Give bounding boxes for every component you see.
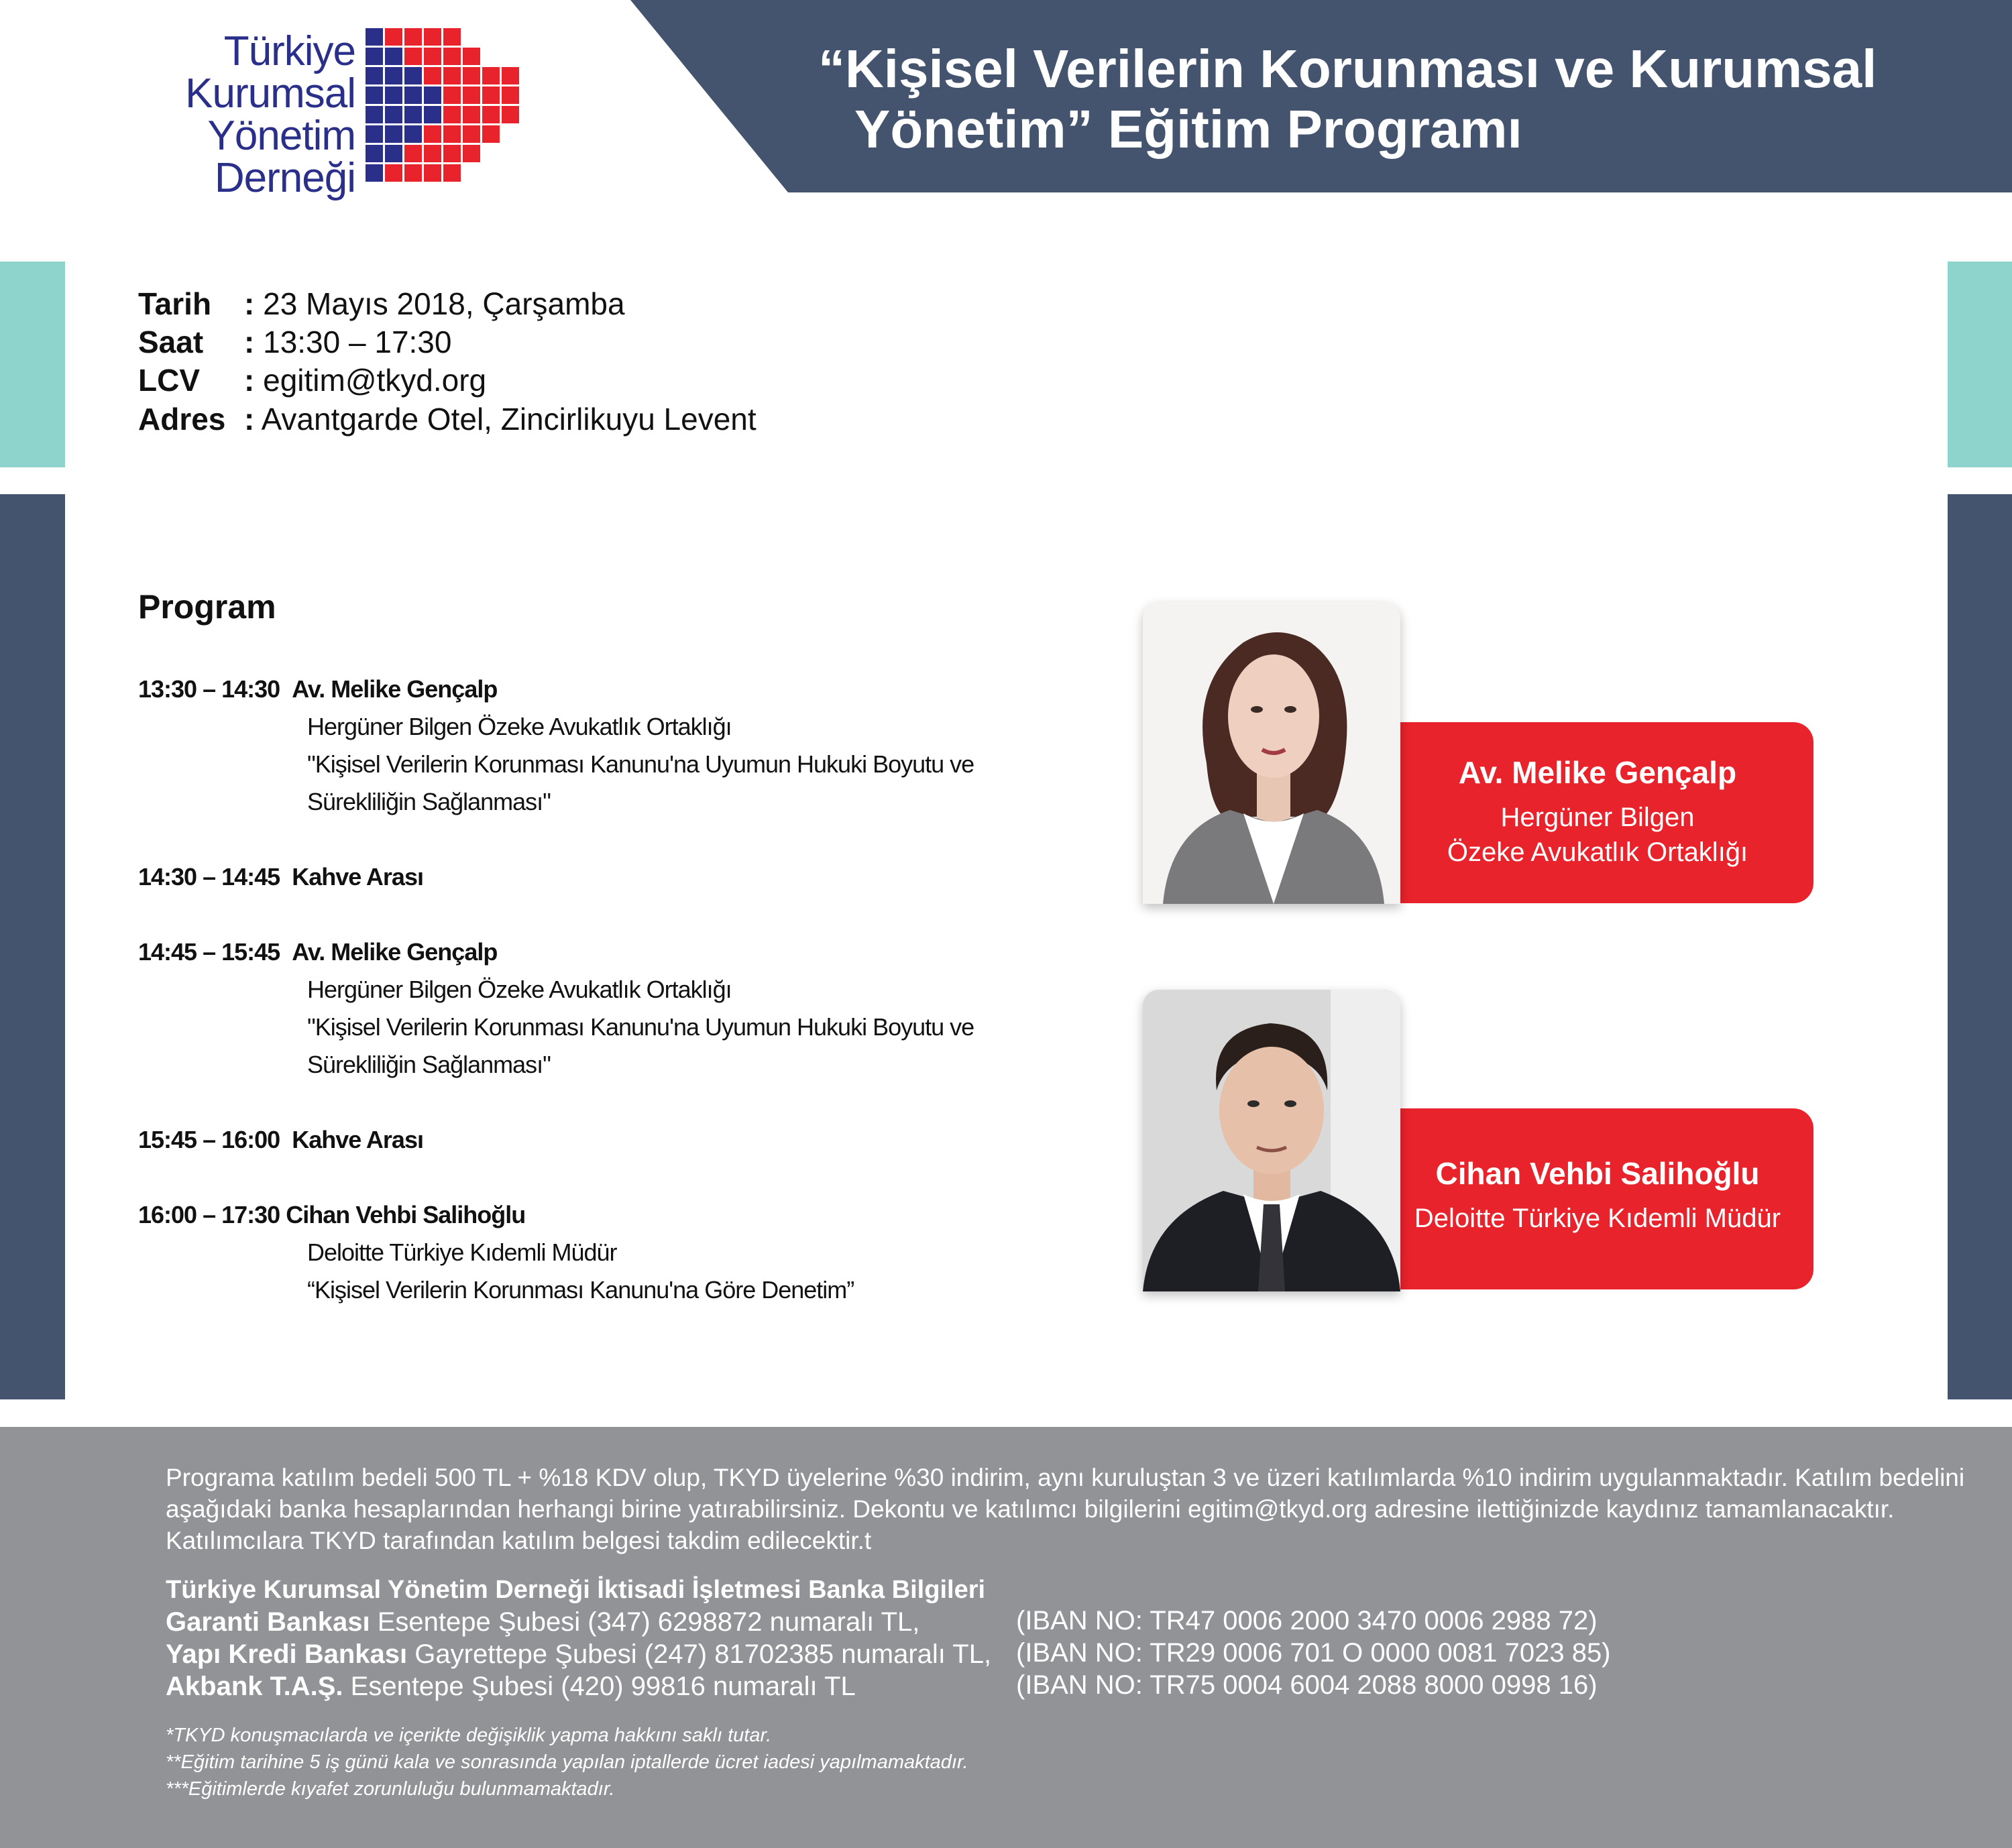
schedule-time: 14:45 – 15:45	[138, 938, 280, 966]
logo-grid-cell	[424, 145, 441, 162]
schedule-time: 15:45 – 16:00	[138, 1126, 280, 1153]
logo-grid-cell	[366, 86, 383, 104]
logo-grid-cell	[366, 28, 383, 46]
time-value: 13:30 – 17:30	[263, 325, 452, 359]
bank-detail: Esentepe Şubesi (347) 6298872 numaralı TL,	[377, 1607, 920, 1637]
side-accent-right	[1948, 262, 2012, 467]
schedule-org: Hergüner Bilgen Özeke Avukatlık Ortaklığı	[307, 713, 732, 740]
logo-grid-cell	[404, 67, 422, 84]
bank-iban: (IBAN NO: TR29 0006 701 O 0000 0081 7023 85)	[1016, 1638, 1611, 1668]
schedule-break: Kahve Arası	[292, 863, 423, 890]
logo-grid-cell	[463, 86, 480, 104]
logo-grid-cell	[385, 67, 402, 84]
bank-iban: (IBAN NO: TR47 0006 2000 3470 0006 2988 72)	[1016, 1606, 1598, 1635]
colon: :	[244, 286, 255, 321]
bank-row	[166, 1670, 856, 1702]
schedule-topic: Sürekliliğin Sağlanması"	[307, 788, 551, 815]
logo-line-1: Türkiye	[223, 28, 355, 74]
logo-grid-cell	[404, 145, 422, 162]
logo-grid-cell	[385, 48, 402, 65]
logo-grid-cell	[502, 86, 519, 104]
schedule-time: 13:30 – 14:30	[138, 675, 280, 703]
title-line-2: Yönetim” Eğitim Programı	[854, 99, 1522, 159]
bank-detail: Esentepe Şubesi (420) 99816 numaralı TL	[350, 1672, 856, 1701]
logo-grid-cell	[443, 48, 461, 65]
title-line-1: “Kişisel Verilerin Korunması ve Kurumsal	[818, 39, 1877, 99]
bank-name: Yapı Kredi Bankası	[166, 1639, 408, 1669]
logo-line-2: Kurumsal	[185, 70, 355, 117]
speaker-portrait-man	[1143, 990, 1400, 1291]
logo-grid-cell	[385, 28, 402, 46]
date-value: 23 Mayıs 2018, Çarşamba	[263, 286, 625, 321]
logo-grid-cell	[443, 125, 461, 143]
logo-grid-cell	[463, 48, 480, 65]
logo-grid-cell	[424, 28, 441, 46]
schedule-item	[138, 1121, 423, 1159]
program-title: Program	[138, 588, 276, 626]
rsvp-label: LCV	[138, 363, 200, 398]
speaker-photo-1	[1143, 602, 1400, 904]
schedule-item	[138, 858, 423, 896]
logo-grid-cell	[443, 86, 461, 104]
disclaimer: ***Eğitimlerde kıyafet zorunluluğu bulunmamaktadır.	[166, 1778, 615, 1800]
disclaimer: *TKYD konuşmacılarda ve içerikte değişiklik yapma hakkını saklı tutar.	[166, 1725, 772, 1746]
bank-info-title: Türkiye Kurumsal Yönetim Derneği İktisadi İşletmesi Banka Bilgileri	[166, 1576, 986, 1604]
time-label: Saat	[138, 325, 204, 359]
speaker-name: Cihan Vehbi Salihoğlu	[1435, 1156, 1760, 1191]
logo-grid-cell	[385, 145, 402, 162]
speaker-portrait-woman	[1143, 602, 1400, 904]
logo-grid-cell	[463, 145, 480, 162]
logo-grid-cell	[502, 67, 519, 84]
logo-grid-cell	[366, 145, 383, 162]
logo-grid-icon	[366, 28, 533, 196]
schedule-item	[138, 671, 974, 821]
logo-grid-cell	[404, 86, 422, 104]
rsvp-email-link[interactable]: egitim@tkyd.org	[263, 363, 487, 398]
logo-grid-cell	[443, 164, 461, 182]
logo-grid-cell	[424, 125, 441, 143]
logo-grid-cell	[366, 67, 383, 84]
logo-grid-cell	[404, 164, 422, 182]
logo-grid-cell	[482, 67, 500, 84]
logo-grid-cell	[463, 106, 480, 123]
logo-grid-cell	[404, 125, 422, 143]
speaker-card-2	[1382, 1108, 1813, 1289]
logo-grid-cell	[424, 86, 441, 104]
page-title	[818, 39, 1958, 160]
logo-grid-cell	[443, 28, 461, 46]
fee-note: Programa katılım bedeli 500 TL + %18 KDV olup, TKYD üyelerine %30 indirim, aynı kuruluştan 3 ve üzeri katılımlarda %10 indirim uygulanmaktadır. Katılım bedelini aşağıdaki banka hesaplarından herhangi birine yatırabilirsiniz. Dekontu ve katılımcı bilgilerini egitim@tkyd.org adresine ilettiğinizde kaydınız tamamlanacaktır. Katılımcılara TKYD tarafından katılım belgesi takdim edilecektir.t	[166, 1464, 1965, 1554]
logo-grid-cell	[385, 86, 402, 104]
logo-grid-cell	[424, 106, 441, 123]
bank-name: Akbank T.A.Ş.	[166, 1672, 343, 1701]
colon: :	[244, 325, 255, 359]
date-label: Tarih	[138, 286, 212, 321]
speaker-photo-2	[1143, 990, 1400, 1291]
logo-grid-cell	[385, 125, 402, 143]
bank-row	[166, 1606, 919, 1638]
schedule-item	[138, 1196, 854, 1309]
logo-grid-cell	[385, 164, 402, 182]
info-address	[138, 400, 757, 438]
bank-name: Garanti Bankası	[166, 1607, 370, 1637]
schedule-topic: "Kişisel Verilerin Korunması Kanunu'na Uyumun Hukuki Boyutu ve	[307, 1013, 974, 1041]
schedule-time: 14:30 – 14:45	[138, 863, 280, 890]
disclaimer: **Eğitim tarihine 5 iş günü kala ve sonrasında yapılan iptallerde ücret iadesi yapılmamaktadır.	[166, 1751, 968, 1773]
schedule-speaker: Av. Melike Gençalp	[292, 938, 498, 966]
schedule-item	[138, 933, 974, 1084]
logo-grid-cell	[404, 48, 422, 65]
address-value: Avantgarde Otel, Zincirlikuyu Levent	[261, 402, 757, 437]
schedule-topic: “Kişisel Verilerin Korunması Kanunu'na Göre Denetim”	[307, 1276, 854, 1304]
schedule-topic: "Kişisel Verilerin Korunması Kanunu'na Uyumun Hukuki Boyutu ve	[307, 750, 974, 778]
speaker-card-1	[1382, 722, 1813, 903]
schedule-break: Kahve Arası	[292, 1126, 423, 1153]
logo-grid-cell	[443, 106, 461, 123]
logo-grid-cell	[443, 67, 461, 84]
logo-grid-cell	[366, 125, 383, 143]
logo-grid-cell	[443, 145, 461, 162]
logo-grid-cell	[385, 106, 402, 123]
speaker-org: Hergüner Bilgen	[1500, 803, 1695, 832]
speaker-org: Özeke Avukatlık Ortaklığı	[1447, 838, 1748, 867]
speaker-name: Av. Melike Gençalp	[1458, 755, 1737, 790]
side-bar-left	[0, 494, 65, 1399]
colon: :	[244, 363, 255, 398]
logo-grid-cell	[482, 106, 500, 123]
logo-grid-cell	[424, 67, 441, 84]
side-accent-left	[0, 262, 65, 467]
schedule-speaker: Cihan Vehbi Salihoğlu	[286, 1201, 526, 1228]
bank-row	[166, 1638, 991, 1670]
logo-grid-cell	[424, 48, 441, 65]
logo-wordmark	[101, 30, 355, 199]
logo-grid-cell	[366, 106, 383, 123]
schedule-topic: Sürekliliğin Sağlanması"	[307, 1051, 551, 1078]
info-rsvp	[138, 361, 486, 399]
logo-line-3: Yönetim	[207, 113, 355, 159]
schedule-org: Deloitte Türkiye Kıdemli Müdür	[307, 1238, 617, 1266]
logo-grid-cell	[424, 164, 441, 182]
logo-grid-cell	[366, 48, 383, 65]
side-bar-right	[1948, 494, 2012, 1399]
info-date	[138, 285, 625, 323]
bank-iban: (IBAN NO: TR75 0004 6004 2088 8000 0998 16)	[1016, 1670, 1598, 1700]
colon: :	[244, 402, 255, 437]
schedule-speaker: Av. Melike Gençalp	[292, 675, 498, 703]
logo-grid-cell	[366, 164, 383, 182]
logo-grid-cell	[482, 86, 500, 104]
info-time	[138, 323, 451, 361]
logo-grid-cell	[404, 106, 422, 123]
logo-line-4: Derneği	[214, 155, 355, 201]
logo-grid-cell	[463, 67, 480, 84]
speaker-org: Deloitte Türkiye Kıdemli Müdür	[1414, 1204, 1781, 1233]
bank-detail: Gayrettepe Şubesi (247) 81702385 numaralı TL,	[414, 1639, 992, 1669]
logo-grid-cell	[463, 125, 480, 143]
logo-grid-cell	[502, 106, 519, 123]
schedule-org: Hergüner Bilgen Özeke Avukatlık Ortaklığı	[307, 976, 732, 1003]
address-label: Adres	[138, 402, 226, 437]
logo-grid-cell	[482, 125, 500, 143]
logo-grid-cell	[404, 28, 422, 46]
schedule-time: 16:00 – 17:30	[138, 1201, 280, 1228]
